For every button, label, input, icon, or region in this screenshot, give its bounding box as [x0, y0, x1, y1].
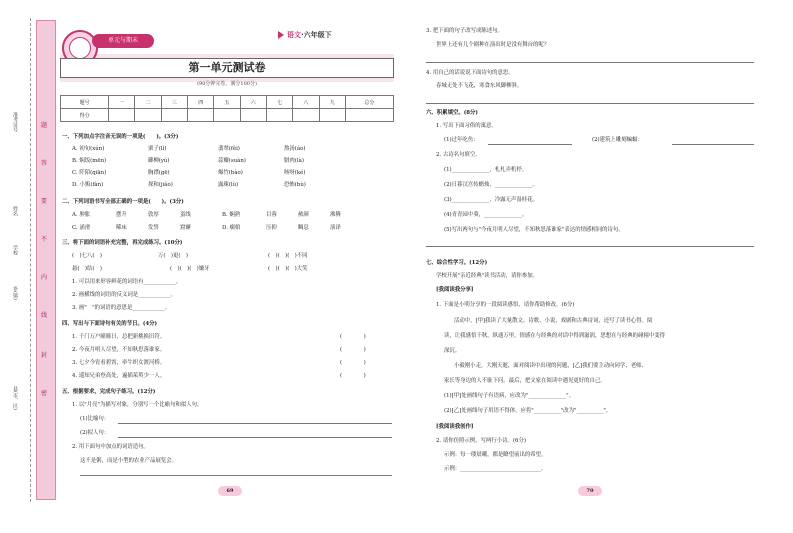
q6-blank: (2)建筑上雕刻蝙蝠：: [592, 137, 643, 143]
q4-answer[interactable]: ( ): [340, 373, 366, 379]
binding-label: 准考证号: [12, 112, 18, 132]
q3-blank[interactable]: 万( )更( ): [158, 253, 188, 259]
q3-blank[interactable]: ( )( )( )大笑: [268, 266, 308, 272]
q1-word: 露珠(lù): [218, 182, 239, 188]
q4-answer[interactable]: ( ): [340, 347, 366, 353]
q3-blank[interactable]: ( )( )( )不同: [268, 253, 308, 259]
q1-word: 爆竹(bào): [218, 170, 243, 176]
q2-word: 赦颜: [298, 212, 309, 218]
q4b-poem: 春城无处不飞花，寒食东风御柳斜。: [436, 83, 523, 89]
q5-item: 1. 以"月亮"为描写对象，分别写一个比喻句和拟人句。: [72, 402, 203, 408]
seal-char: 题: [41, 122, 48, 129]
q1-word: 腊肉(là): [284, 158, 304, 164]
q2-word: 窟窿: [180, 225, 191, 231]
q7-paragraph-line: 活动中，[甲]我读了大量散文、诗歌、小说、戏剧和古典诗词，还写了读书心得。阅: [454, 318, 653, 324]
q6-sub: 2. 古诗名句填空。: [436, 152, 481, 158]
q2-word: 沸腾: [330, 212, 341, 218]
q1-word: 恐怖(bù): [284, 182, 306, 188]
q1-word: 咳呀(ké): [284, 170, 306, 176]
q5-item: (2)拟人句：: [80, 430, 110, 436]
q6-poem-line[interactable]: (1)______________，札札弄机杼。: [444, 167, 528, 173]
q3-sub: 1. 可以用来形容鲜花的词语有____________。: [72, 279, 182, 285]
q6-blank: (1)过年吃鱼：: [444, 137, 479, 143]
q2-option: B. 娴熟: [222, 212, 241, 218]
page-number: 70: [578, 486, 602, 496]
q7-heading: [我阅读我分享]: [436, 287, 474, 293]
seal-char: 内: [41, 274, 48, 281]
page-number: 69: [218, 486, 242, 496]
q7-example: 示例：每一缕晨曦，都是瞭望前出的希望。: [444, 452, 547, 458]
q4-item: 1. 千门万户曈曈日，总把新桃换旧符。: [72, 334, 166, 340]
q7-paragraph-line: 深沉。: [444, 348, 461, 354]
unit-tag: 单元与期末: [92, 34, 154, 48]
q7-paragraph-line: 读，让我感悟千秋，纵通万里，情感在与经典的对话中得到滋润，思想在与经典的碰撞中变得: [444, 333, 666, 339]
q5-title: 五、根据要求，完成句子练习。(12分): [62, 389, 156, 395]
q2-word: 发誓: [148, 225, 159, 231]
q2-option: C. 涌滑: [72, 225, 91, 231]
q7-fix[interactable]: (1)[甲]处画线句子有语病，应改为"______________"。: [444, 393, 575, 399]
seal-char: 要: [41, 198, 48, 205]
q6-sub: 1. 写出下面习俗的寓意。: [436, 123, 497, 129]
q2-word: 敦厚: [148, 212, 159, 218]
seal-char: 不: [41, 236, 48, 243]
page-title: 第一单元测试卷: [60, 58, 394, 78]
q4-item: 3. 七夕今宵看碧霄，牵牛织女渡河桥。: [72, 360, 166, 366]
q4-item: 2. 今夜月明人尽望，不知秋思落谁家。: [72, 347, 166, 353]
page-subtitle: (90分钟完卷，满分100分): [197, 81, 257, 87]
seal-char: 线: [41, 312, 48, 319]
q3-blank[interactable]: ( )( )( )嫌牙: [170, 266, 210, 272]
q3-blank[interactable]: 悬( )结( ): [72, 266, 102, 272]
binding-strip: [0, 0, 62, 533]
q7-example-blank[interactable]: 示例：______________________________。: [444, 466, 547, 472]
q7-heading: [我阅读我创作]: [436, 424, 474, 430]
q1-word: 胸襟(gē): [148, 170, 170, 176]
answer-line[interactable]: [118, 437, 392, 438]
q1-option: B. 焖饭(mēn): [72, 158, 107, 164]
q6-title: 六、积累填空。(8分): [426, 110, 478, 116]
seal-char: 封: [41, 352, 48, 359]
q1-word: 御柳(yù): [148, 158, 170, 164]
q6-poem-line[interactable]: (2)日暮汉宫传蜡烛，______________。: [444, 182, 538, 188]
seal-char: 答: [41, 160, 48, 167]
q2-option: A. 肿胀: [72, 212, 91, 218]
q1-word: 探和(jiǎo): [148, 182, 173, 188]
binding-label: 县(市、区): [12, 386, 18, 410]
q3b-prompt: 3. 把下面的句子改写成陈述句。: [426, 28, 503, 34]
q7-paragraph-line: 家长等身边的人不耻下问。最后，把文家在阅读中遇见更好的自己。: [444, 378, 606, 384]
q2-word: 目蓉: [266, 212, 277, 218]
q3-blank[interactable]: ( )七八( ): [72, 253, 102, 259]
q4b-prompt: 4. 用自己的话说说下面诗句的意思。: [426, 70, 514, 76]
binding-label: 乡(镇): [12, 286, 18, 300]
q2-word: 摆升: [116, 212, 127, 218]
subject-label: 语文·六年级下: [278, 30, 332, 40]
q4-title: 四、写出与下面诗句有关的节日。(4分): [62, 321, 158, 327]
score-row-points: 得分: [61, 109, 394, 122]
answer-line[interactable]: [426, 246, 754, 247]
q2-title: 二、下列词语书写全部正确的一项是( )。(3分): [62, 199, 184, 205]
q1-option: C. 阡陌(qiān): [72, 170, 107, 176]
score-row-header: 题号 一 二 三 四 五 六 七 八 九 总分: [61, 96, 394, 109]
answer-line[interactable]: [80, 475, 392, 476]
q5-item: (1)比喻句：: [80, 416, 110, 422]
answer-line[interactable]: [426, 62, 754, 63]
q4-answer[interactable]: ( ): [340, 360, 366, 366]
q2-option: D. 瘸娘: [222, 225, 241, 231]
q3b-sentence: 世界上还有几个剧种在演出时是没有舞台的呢？: [436, 42, 550, 48]
q7-fix[interactable]: (2)[乙]处画线句子用语不得体，应将"__________"改为"__________"。: [444, 408, 612, 414]
q7-prompt: 2. 请你仿照示例，写两行小诗。(6分): [436, 438, 526, 444]
q6-poem-line: (5)写出两句与"今夜月明人尽望，不知秋思落谁家"表达的情感相同的诗句。: [444, 227, 624, 233]
q7-prompt: 1. 下面是小明分享的一段阅读感悟，请你帮助修改。(6分): [436, 302, 575, 308]
q3-sub: 3. 画" "的词语的意思是____________。: [72, 305, 171, 311]
answer-line[interactable]: [426, 103, 754, 104]
q6-poem-line[interactable]: (3)______________，冷露无声湿桂花。: [444, 197, 538, 203]
seal-char: 密: [41, 390, 48, 397]
binding-label: 姓名: [12, 206, 18, 216]
binding-label: 学校: [12, 245, 18, 255]
q2-word: 晞床: [116, 225, 127, 231]
q7-paragraph-line: 小毅刚小走，大刚天逝，面对阅读中出现的问题，[乙]我们要主动向同学、老师、: [454, 363, 647, 369]
cut-line: [30, 18, 31, 502]
q2-word: 演译: [330, 225, 341, 231]
q1-word: 熬汤(áo): [284, 146, 306, 152]
q2-word: 蛮线: [180, 212, 191, 218]
q1-word: 蒜瓣(suàn): [218, 158, 246, 164]
q1-title: 一、下列加点字注音无误的一项是( )。(3分): [62, 134, 179, 140]
score-table: [60, 95, 394, 122]
answer-line[interactable]: [118, 423, 392, 424]
q3-sub: 2. 画横线的词语的反义词是____________。: [72, 292, 176, 298]
answer-line[interactable]: [488, 144, 572, 145]
q1-option: D. 小贩(fàn): [72, 182, 104, 188]
q5-item: 这不是粥，而是小型的农业产品展览会。: [80, 458, 178, 464]
q4-answer[interactable]: ( ): [340, 334, 366, 340]
q4-item: 4. 遥知兄弟登高处，遍插茱萸少一人。: [72, 373, 166, 379]
play-triangle-icon: [278, 31, 284, 39]
q1-word: 翡翠(fěi): [218, 146, 240, 152]
q5-item: 2. 用下面句中加点的词语造句。: [72, 444, 149, 450]
q7-title: 七、综合性学习。(12分): [426, 260, 488, 266]
answer-line[interactable]: [672, 144, 754, 145]
q1-option: A. 初旬(xún): [72, 146, 105, 152]
q3-title: 三、将下面的词语补充完整，再完成练习。(10分): [62, 240, 183, 246]
q6-poem-line[interactable]: (4)青青园中葵，______________。: [444, 212, 528, 218]
q1-word: 栗子(lì): [148, 146, 167, 152]
q2-word: 鲷息: [298, 225, 309, 231]
q7-intro: 学校开展"亲近经典"读书活动，请你参加。: [436, 273, 538, 279]
seal-line-bar: [36, 20, 56, 500]
q2-word: 压抑: [266, 225, 277, 231]
